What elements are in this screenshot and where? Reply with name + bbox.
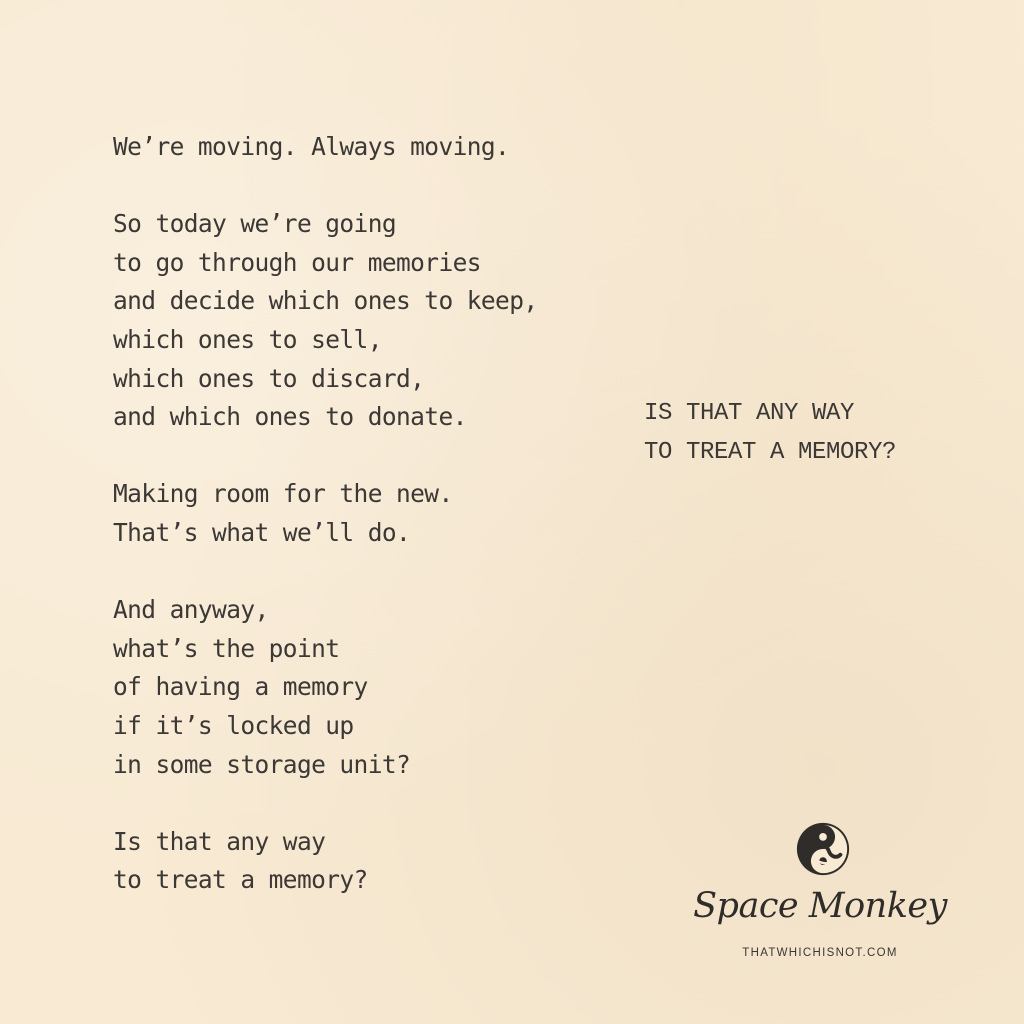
poem-stanza-4 [113,591,633,784]
space-monkey-yin-yang-icon [794,820,852,878]
poem-line: of having a memory [113,672,368,702]
poem-stanza-2 [113,205,633,437]
poem-line: if it’s locked up [113,710,354,740]
poem-line: to go through our memories [113,247,481,277]
poem-line: Is that any way [113,826,326,856]
poem-line: what’s the point [113,633,340,663]
poem-line: And anyway, [113,595,269,625]
poem-line: We’re moving. Always moving. [113,132,510,161]
brand-url: THATWHICHISNOT.COM [742,947,898,959]
poem-line: and decide which ones to keep, [113,286,538,316]
poem-stanza-3 [113,475,633,552]
brand-name: Space Monkey [693,886,947,926]
poem-line: to treat a memory? [113,865,368,895]
poem-line: and which ones to donate. [113,402,467,432]
poem-line: which ones to discard, [113,363,425,393]
poem-stanza-1 [113,128,633,167]
poem-line: That’s what we’ll do. [113,517,411,547]
space-monkey-logo [690,818,960,968]
poem [113,128,633,938]
poem-line: which ones to sell, [113,324,382,354]
side-quote-line: TO TREAT A MEMORY? [644,439,897,466]
poem-line: So today we’re going [113,209,397,239]
poem-line: Making room for the new. [113,479,453,509]
poem-stanza-5 [113,823,633,900]
poem-line: in some storage unit? [113,749,411,779]
side-quote [644,394,896,472]
side-quote-line: IS THAT ANY WAY [644,400,855,427]
